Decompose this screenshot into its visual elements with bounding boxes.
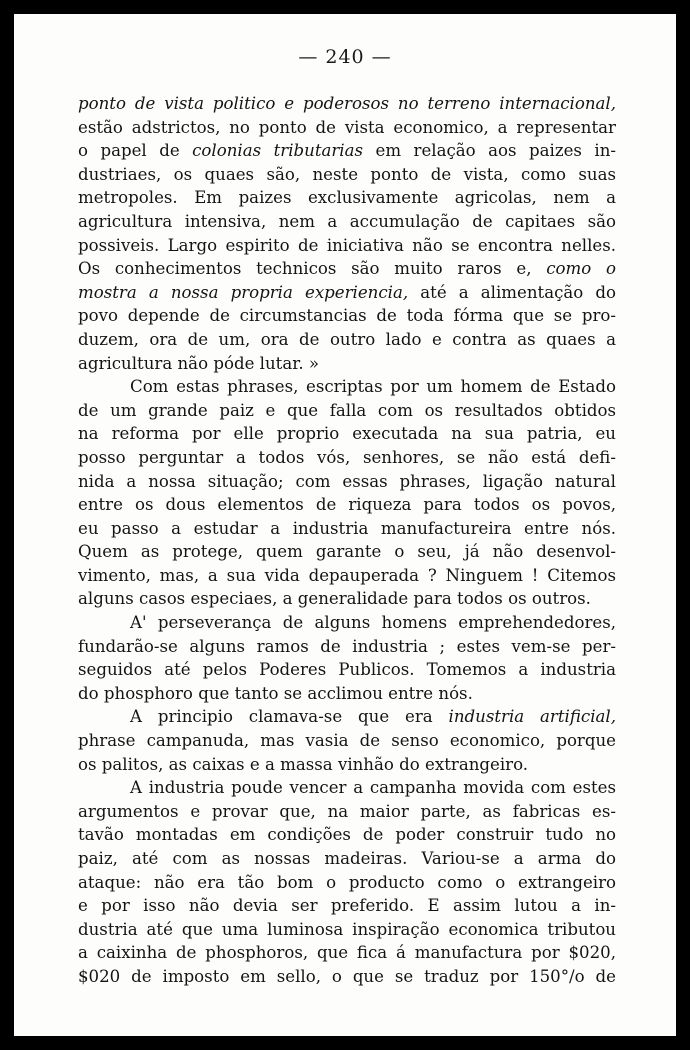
text-line [78, 753, 616, 777]
text-run: phrase campanuda, mas vasia de senso economico, porque [78, 731, 616, 751]
text-line [78, 493, 616, 517]
text-line [78, 658, 616, 682]
text-line [78, 186, 616, 210]
text-run: dustriaes, os quaes são, neste ponto de vista, como suas [78, 164, 616, 184]
text-run: de um grande paiz e que falla com os resultados obtidos [78, 400, 616, 420]
text-line [78, 116, 616, 140]
text-line [78, 894, 616, 918]
body-text [78, 92, 616, 989]
text-line [78, 139, 616, 163]
italic-text: ponto de vista politico e poderosos no terreno internacional, [78, 94, 616, 113]
text-run: posso perguntar a todos vós, senhores, se não está defi- [78, 447, 616, 467]
text-run: $020 de imposto em sello, o que se traduz por 150°/o de [78, 966, 616, 986]
text-line [78, 328, 616, 352]
text-run: na reforma por elle proprio executada na sua patria, eu [78, 424, 616, 444]
text-line [78, 304, 616, 328]
book-page [14, 14, 676, 1036]
italic-text: como o [546, 259, 616, 279]
text-run: ataque: não era tão bom o producto como o extrangeiro [78, 872, 616, 892]
text-run: do phosphoro que tanto se acclimou entre nós. [78, 683, 473, 703]
text-line [78, 871, 616, 895]
text-run: dustria até que uma luminosa inspiração economica tributou [78, 919, 616, 939]
text-line [78, 399, 616, 423]
text-line [78, 257, 616, 281]
text-run: os palitos, as caixas e a massa vinhão do extrangeiro. [78, 754, 529, 774]
text-line [78, 92, 616, 116]
text-run: paiz, até com as nossas madeiras. Variou-se a arma do [78, 849, 616, 868]
text-line [78, 682, 616, 706]
text-line [78, 941, 616, 965]
text-run: agricultura não póde lutar. » [78, 353, 320, 373]
text-line [78, 446, 616, 470]
text-run: fundarão-se alguns ramos de industria ; estes vem-se per- [78, 636, 616, 656]
text-line [78, 470, 616, 494]
text-run: duzem, ora de um, ora de outro lado e contra as quaes a [78, 329, 616, 349]
text-line [78, 540, 616, 564]
text-run: em relação aos paizes in- [363, 141, 616, 161]
text-line [78, 918, 616, 942]
text-line [78, 705, 616, 729]
text-run: metropoles. Em paizes exclusivamente agricolas, nem a [78, 188, 616, 208]
text-run: a caixinha de phosphoros, que fica á manufactura por $020, [78, 943, 616, 963]
text-line [78, 776, 616, 800]
text-line [78, 729, 616, 753]
text-run: o papel de [78, 141, 193, 161]
text-run: Os conhecimentos technicos são muito raros e, [78, 259, 547, 279]
text-line [78, 210, 616, 234]
text-run: A industria poude vencer a campanha movida com estes [130, 778, 616, 798]
text-line [78, 635, 616, 659]
text-run: alguns casos especiaes, a generalidade para todos os outros. [78, 589, 591, 609]
text-line [78, 564, 616, 588]
italic-text: industria artificial, [448, 707, 616, 727]
text-line [78, 517, 616, 541]
text-run: seguidos até pelos Poderes Publicos. Tomemos a industria [78, 660, 616, 680]
text-run: vimento, mas, a sua vida depauperada ? Ninguem ! Citemos [78, 565, 616, 585]
text-line [78, 234, 616, 258]
italic-text: colonias tributarias [192, 141, 364, 161]
text-run: argumentos e provar que, na maior parte, as fabricas es- [78, 801, 616, 821]
text-run: entre os dous elementos de riqueza para todos os povos, [78, 495, 616, 515]
text-run: A principio clamava-se que era [130, 707, 449, 727]
text-line [78, 281, 616, 305]
text-line [78, 375, 616, 399]
text-line [78, 965, 616, 989]
text-run: Com estas phrases, escriptas por um homem de Estado [130, 377, 616, 397]
text-run: estão adstrictos, no ponto de vista economico, a representar [78, 117, 616, 137]
text-run: Quem as protege, quem garante o seu, já não desenvol- [78, 542, 616, 562]
text-line [78, 587, 616, 611]
text-line [78, 163, 616, 187]
text-line [78, 352, 616, 376]
text-run: nida a nossa situação; com essas phrases, ligação natural [78, 471, 616, 491]
text-run: eu passo a estudar a industria manufactureira entre nós. [78, 518, 616, 538]
text-line [78, 422, 616, 446]
text-run: tavão montadas em condições de poder construir tudo no [78, 825, 616, 845]
page-number: — 240 — [298, 46, 392, 68]
text-run: e por isso não devia ser preferido. E assim lutou a in- [78, 896, 616, 916]
text-run: até a alimentação do [408, 282, 616, 302]
text-line [78, 800, 616, 824]
text-run: A' perseverança de alguns homens emprehendedores, [130, 613, 616, 633]
text-line [78, 847, 616, 871]
text-run: agricultura intensiva, nem a accumulação de capitaes são [78, 211, 616, 231]
text-run: povo depende de circumstancias de toda fórma que se pro- [78, 306, 616, 326]
text-run: possiveis. Largo espirito de iniciativa não se encontra nelles. [78, 235, 616, 255]
text-line [78, 823, 616, 847]
italic-text: mostra a nossa propria experiencia, [78, 282, 409, 302]
text-line [78, 611, 616, 635]
